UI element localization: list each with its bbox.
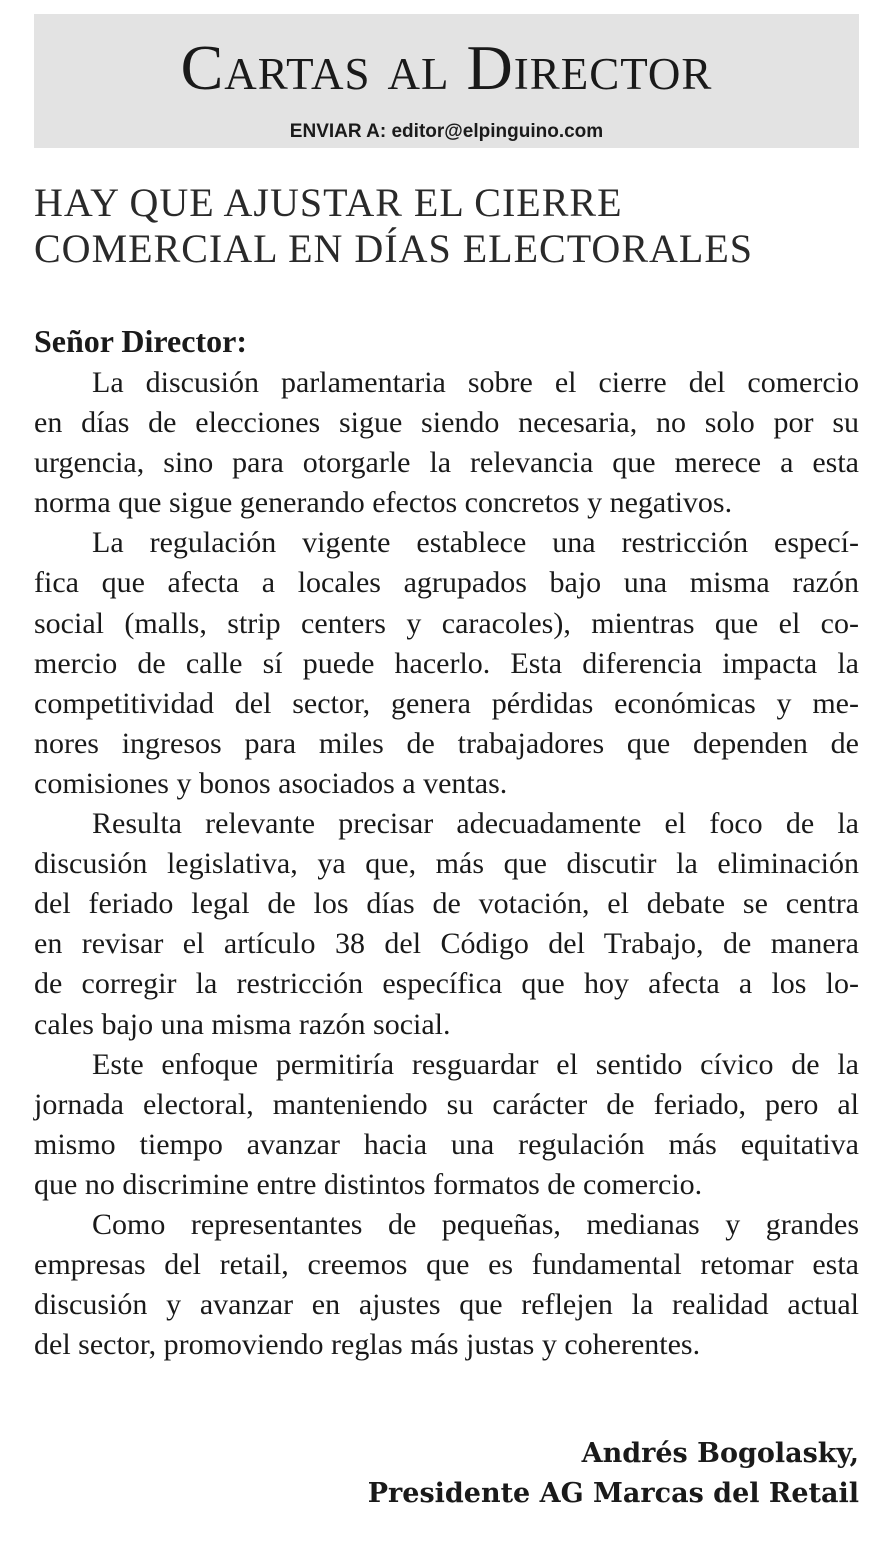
body-line: cales bajo una misma razón social. bbox=[34, 1007, 451, 1041]
body-line: La discusión parlamentaria sobre el cierre del comercio bbox=[92, 366, 859, 399]
body-line: social (malls, strip centers y caracoles), mientras que el co- bbox=[34, 606, 859, 640]
headline-line: HAY QUE AJUSTAR EL CIERRE bbox=[34, 180, 623, 225]
body-line: discusión legislativa, ya que, más que discutir la eliminación bbox=[34, 847, 859, 881]
body-line: norma que sigue generando efectos concretos y negativos. bbox=[34, 486, 733, 520]
body-line: de corregir la restricción específica que hoy afecta a los lo- bbox=[34, 967, 859, 1001]
body-line: en revisar el artículo 38 del Código del Trabajo, de manera bbox=[34, 927, 859, 961]
body-line: Como representantes de pequeñas, medianas y grandes bbox=[92, 1207, 859, 1241]
body-line: jornada electoral, manteniendo su carácter de feriado, pero al bbox=[34, 1087, 859, 1121]
headline-line: COMERCIAL EN DÍAS ELECTORALES bbox=[34, 226, 753, 271]
signature bbox=[368, 1434, 859, 1514]
body-line: en días de elecciones sigue siendo necesaria, no solo por su bbox=[34, 406, 859, 440]
body-line: empresas del retail, creemos que es fundamental retomar esta bbox=[34, 1248, 859, 1282]
body-line: competitividad del sector, genera pérdidas económicas y me- bbox=[34, 686, 859, 720]
body-line: nores ingresos para miles de trabajadores que dependen de bbox=[34, 726, 859, 760]
letter-headline bbox=[34, 180, 859, 272]
body-line: comisiones y bonos asociados a ventas. bbox=[34, 766, 508, 800]
letter-body bbox=[34, 363, 859, 1365]
body-line: Este enfoque permitiría resguardar el sentido cívico de la bbox=[92, 1047, 859, 1081]
body-line: fica que afecta a locales agrupados bajo una misma razón bbox=[34, 566, 859, 600]
body-line: mercio de calle sí puede hacerlo. Esta diferencia impacta la bbox=[34, 646, 859, 680]
signature-title: Presidente AG Marcas del Retail bbox=[367, 1478, 859, 1509]
body-line: La regulación vigente establece una restricción especí- bbox=[92, 526, 859, 560]
body-line: Resulta relevante precisar adecuadamente el foco de la bbox=[92, 807, 859, 841]
body-line: urgencia, sino para otorgarle la relevancia que merece a esta bbox=[34, 446, 859, 480]
salutation: Señor Director: bbox=[34, 323, 247, 359]
body-line: discusión y avanzar en ajustes que reflejen la realidad actual bbox=[34, 1288, 859, 1322]
body-line: del sector, promoviendo reglas más justas y coherentes. bbox=[34, 1328, 701, 1362]
signature-name: Andrés Bogolasky, bbox=[581, 1438, 859, 1469]
body-line: mismo tiempo avanzar hacia una regulación más equitativa bbox=[34, 1127, 859, 1161]
body-line: que no discrimine entre distintos formatos de comercio. bbox=[34, 1167, 703, 1201]
send-to-email: ENVIAR A: editor@elpinguino.com bbox=[289, 121, 604, 142]
body-line: del feriado legal de los días de votación, el debate se centra bbox=[34, 887, 859, 921]
section-title: Cartas al Director bbox=[180, 32, 713, 103]
section-header bbox=[34, 14, 859, 148]
